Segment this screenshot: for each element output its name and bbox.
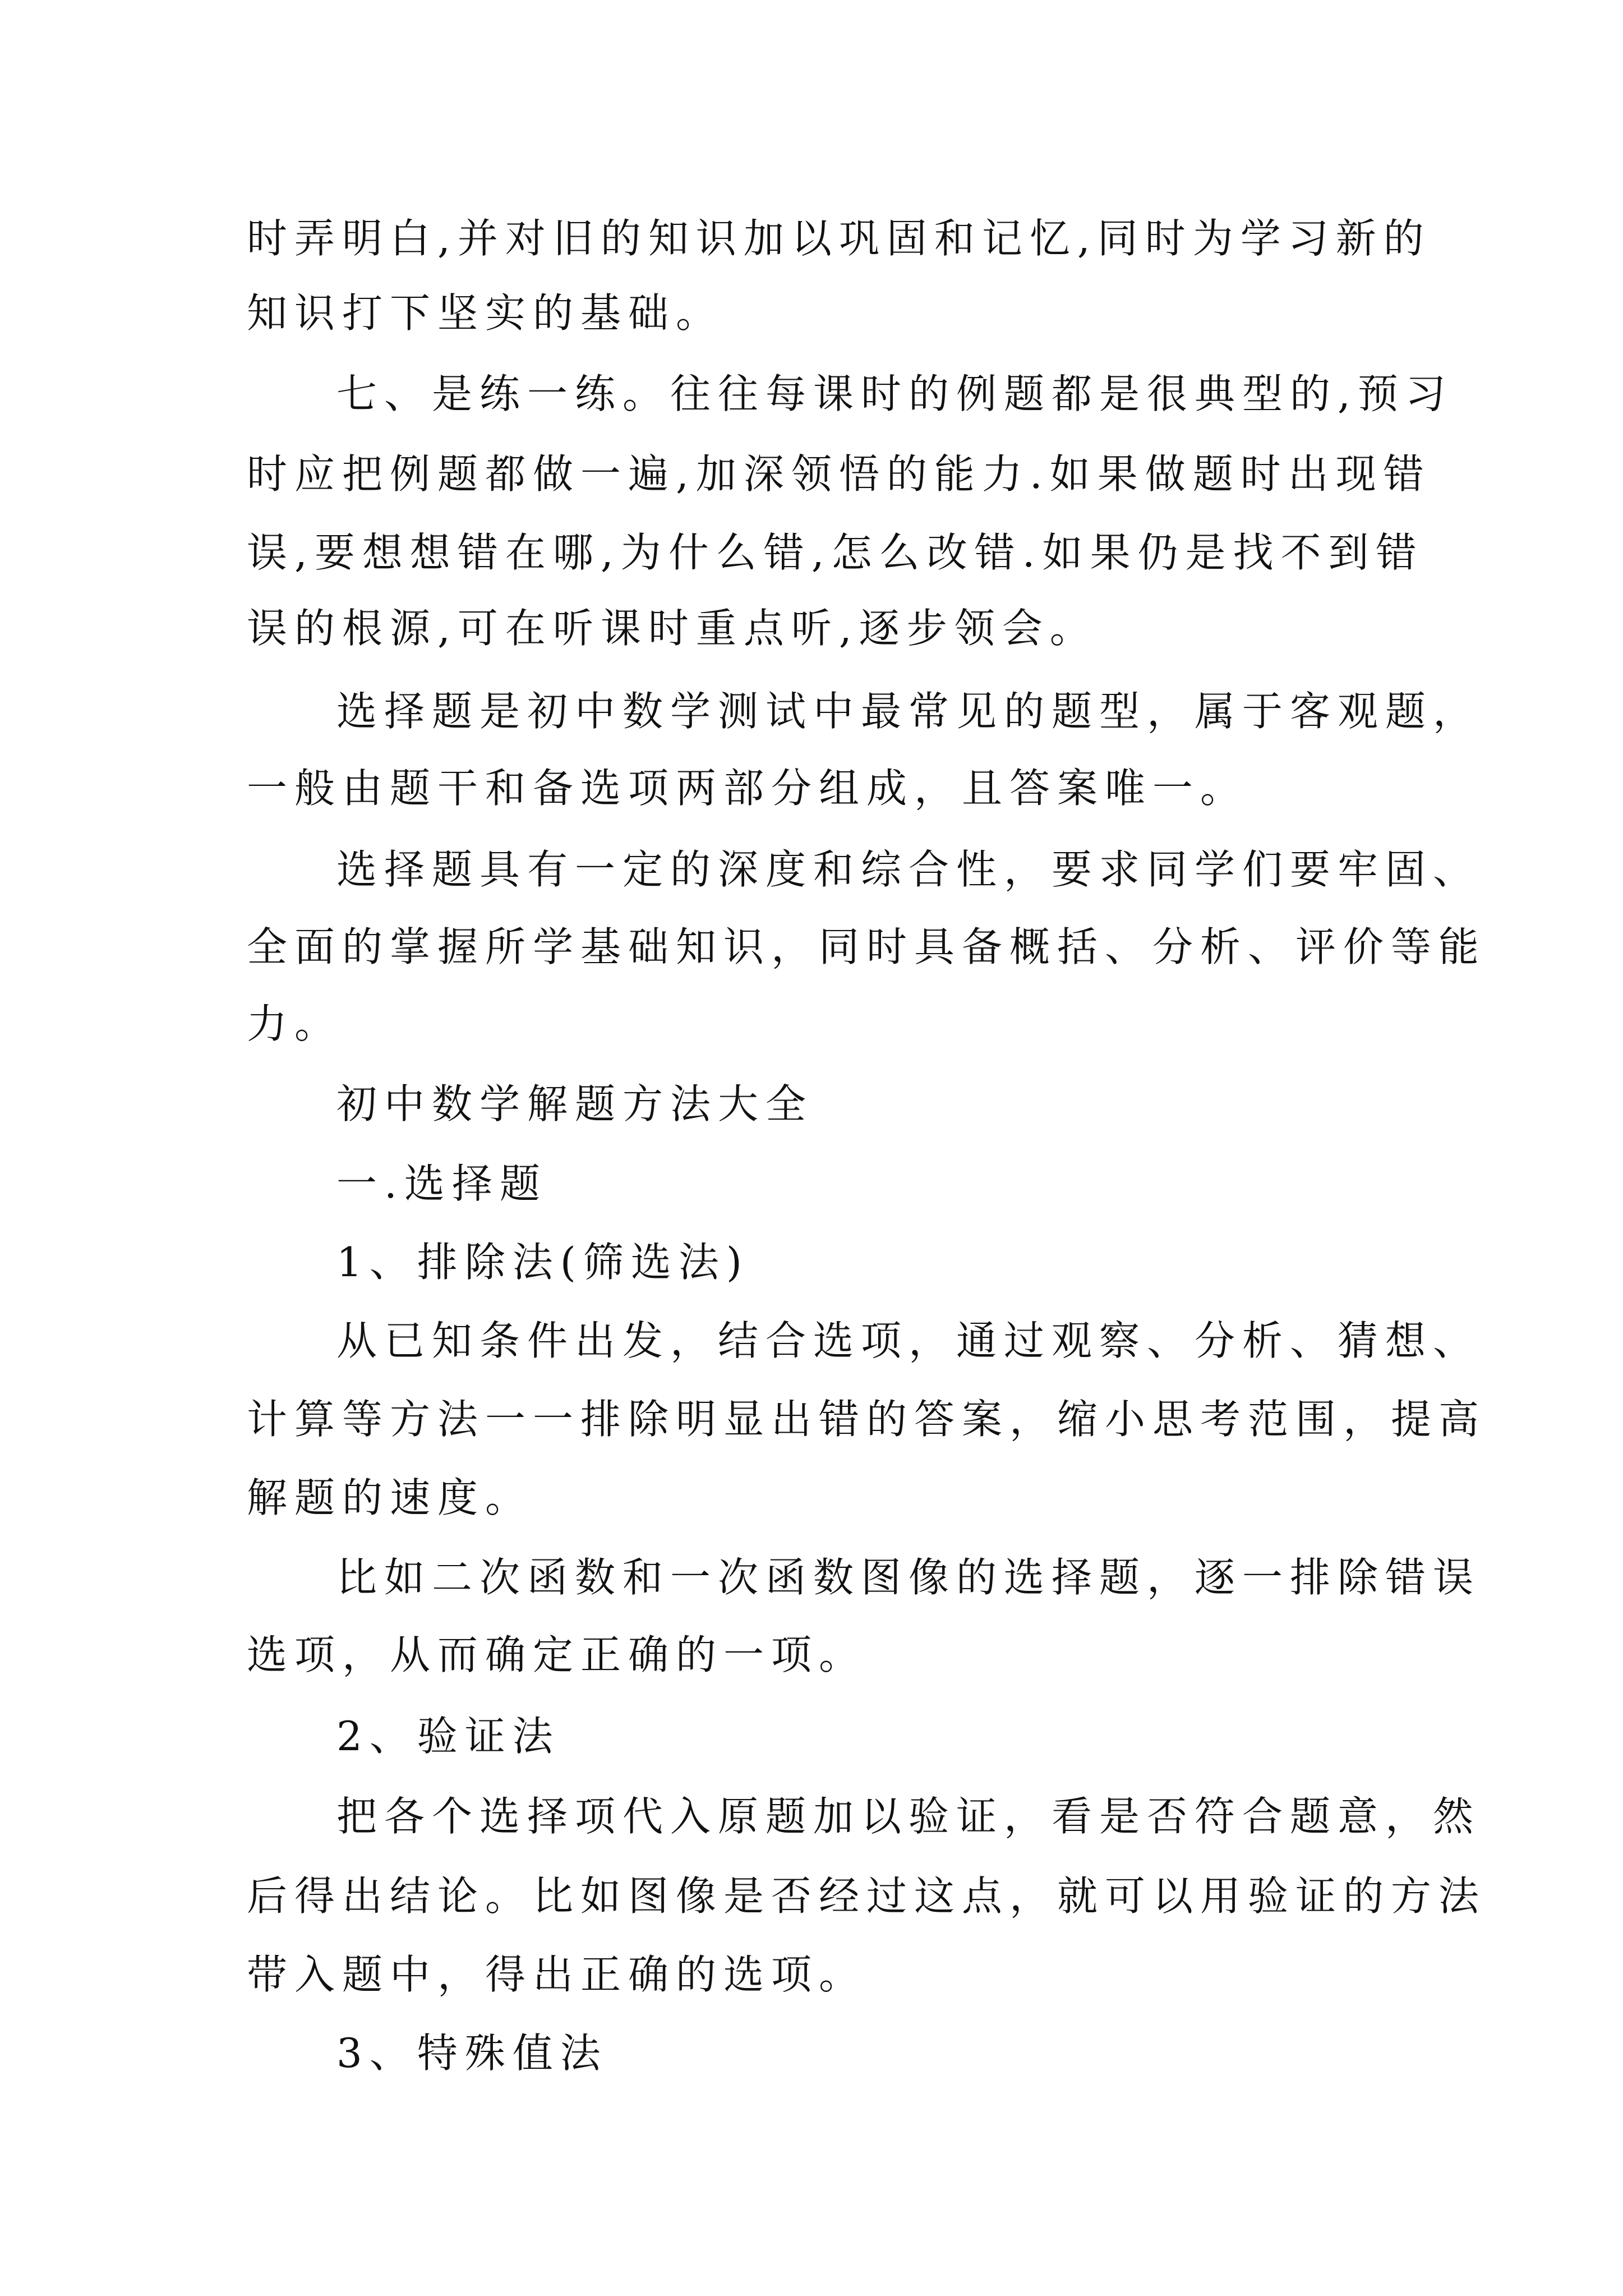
paragraph-line: 把各个选择项代入原题加以验证，看是否符合题意，然 bbox=[336, 1793, 1481, 1840]
paragraph-line: 力。 bbox=[247, 1000, 343, 1047]
paragraph-line: 解题的速度。 bbox=[247, 1474, 533, 1521]
section-heading: 一.选择题 bbox=[336, 1160, 547, 1207]
method-heading: 1、排除法(筛选法) bbox=[336, 1239, 749, 1286]
paragraph-line: 选项，从而确定正确的一项。 bbox=[247, 1631, 867, 1678]
paragraph-line: 时弄明白,并对旧的知识加以巩固和记忆,同时为学习新的 bbox=[247, 215, 1431, 262]
method-heading: 2、验证法 bbox=[336, 1713, 560, 1760]
paragraph-line: 后得出结论。比如图像是否经过这点，就可以用验证的方法 bbox=[247, 1872, 1487, 1920]
paragraph-line: 七、是练一练。往往每课时的例题都是很典型的,预习 bbox=[336, 370, 1453, 417]
paragraph-line: 知识打下坚实的基础。 bbox=[247, 289, 724, 337]
paragraph-line: 误,要想想错在哪,为什么错,怎么改错.如果仍是找不到错 bbox=[247, 529, 1424, 576]
paragraph-line: 计算等方法一一排除明显出错的答案，缩小思考范围，提高 bbox=[247, 1396, 1487, 1443]
section-title: 初中数学解题方法大全 bbox=[336, 1080, 814, 1128]
paragraph-line: 时应把例题都做一遍,加深领悟的能力.如果做题时出现错 bbox=[247, 450, 1431, 498]
paragraph-line: 一般由题干和备选项两部分组成，且答案唯一。 bbox=[247, 765, 1248, 812]
paragraph-line: 带入题中，得出正确的选项。 bbox=[247, 1951, 867, 1998]
paragraph-line: 选择题是初中数学测试中最常见的题型，属于客观题， bbox=[336, 688, 1481, 735]
paragraph-line: 比如二次函数和一次函数图像的选择题，逐一排除错误 bbox=[336, 1554, 1481, 1601]
paragraph-line: 误的根源,可在听课时重点听,逐步领会。 bbox=[247, 605, 1098, 652]
paragraph-line: 从已知条件出发，结合选项，通过观察、分析、猜想、 bbox=[336, 1317, 1481, 1364]
paragraph-line: 选择题具有一定的深度和综合性，要求同学们要牢固、 bbox=[336, 846, 1481, 893]
method-heading: 3、特殊值法 bbox=[336, 2030, 608, 2077]
paragraph-line: 全面的掌握所学基础知识，同时具备概括、分析、评价等能 bbox=[247, 923, 1487, 970]
